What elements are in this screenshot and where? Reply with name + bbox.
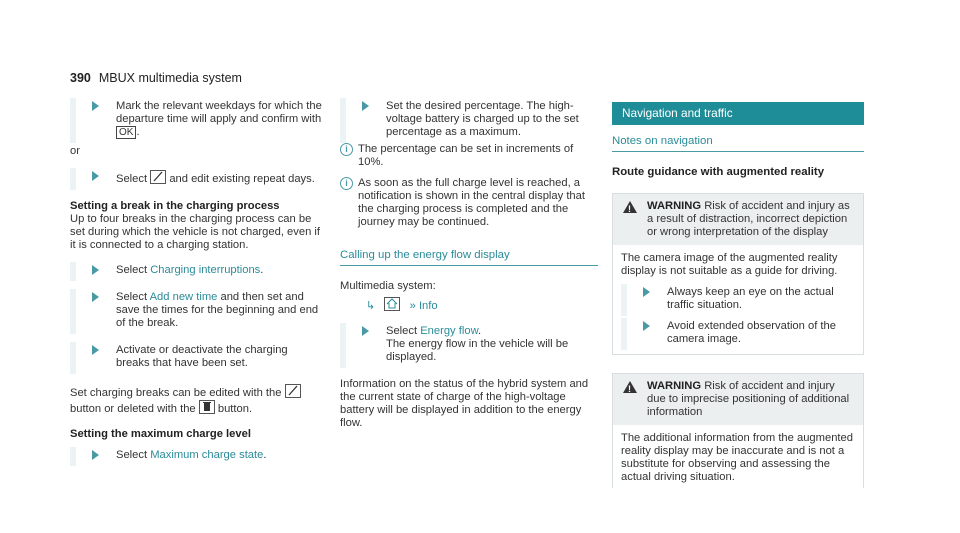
warning-box: ! WARNING Risk of accident and injury as a result of distraction, incorrect depiction or wrong interpretation of the display The camera image of the augmented reality display is not suitable as a guide for driving. Always keep an eye on the actual traffic situation. Avoid extended observation of the camera image. (612, 193, 864, 355)
subheading: Notes on navigation (612, 135, 864, 152)
instruction-step: Activate or deactivate the charging breaks that have been set. (70, 344, 322, 370)
arrow-right-icon (362, 326, 369, 336)
pencil-icon (285, 384, 301, 398)
info-note: i The percentage can be set in increments of 10%. (340, 143, 598, 169)
nav-info-link: Info (418, 300, 438, 312)
trash-icon (199, 400, 215, 414)
page-number: 390 (70, 71, 91, 85)
instruction-step: Select Energy flow. The energy flow in the vehicle will be displayed. (340, 325, 598, 364)
heading-route-guidance: Route guidance with augmented reality (612, 166, 825, 178)
pencil-icon (150, 170, 166, 184)
heading-break: Setting a break in the charging process (70, 200, 280, 212)
arrow-right-icon (643, 321, 650, 331)
instruction-step: Mark the relevant weekdays for which the departure time will apply and confirm with OK . (70, 100, 322, 139)
double-arrow-icon: » (409, 300, 416, 312)
chapter-banner: Navigation and traffic (612, 102, 864, 125)
nav-path (366, 297, 598, 313)
arrow-right-icon (92, 292, 99, 302)
instruction-step: Select Maximum charge state. (70, 449, 322, 462)
return-arrow-icon: ↳ (366, 300, 376, 312)
instruction-step: Select Add new time and then set and save the times for the beginning and end of the break. (70, 291, 322, 330)
instruction-step: Always keep an eye on the actual traffic situation. (621, 286, 855, 312)
arrow-right-icon (92, 450, 99, 460)
paragraph: Information on the status of the hybrid system and the current state of charge of the high-voltage battery will be displayed in addition to the energy flow. (340, 378, 589, 429)
warning-box: ! WARNING Risk of accident and injury due to imprecise positioning of additional information The additional information from the augmented reality display may be inaccurate and is not a substitute for observing and assessing the actual driving situation. (612, 373, 864, 488)
arrow-right-icon (92, 171, 99, 181)
instruction-step: Set the desired percentage. The high-voltage battery is charged up to the set percentage as a maximum. (340, 100, 598, 139)
arrow-right-icon (92, 101, 99, 111)
multimedia-label: Multimedia system: (340, 280, 436, 292)
column-middle (340, 100, 598, 442)
manual-title: MBUX multimedia system (98, 71, 242, 85)
column-right (612, 102, 864, 506)
arrow-right-icon (362, 101, 369, 111)
instruction-step: Select and edit existing repeat days. (70, 170, 322, 186)
menu-link-add-new-time: Add new time (149, 291, 218, 303)
menu-link-energy-flow: Energy flow (420, 325, 479, 337)
info-note: i As soon as the full charge level is reached, a notification is shown in the central display that the charging process is completed and the journey may be continued. (340, 177, 598, 229)
section-heading: Calling up the energy flow display (340, 249, 598, 266)
menu-link-charging-interruptions: Charging interruptions (150, 264, 261, 276)
menu-link-max-charge-state: Maximum charge state (150, 449, 264, 461)
paragraph: Set charging breaks can be edited with the button or deleted with the button. (70, 384, 322, 416)
arrow-right-icon (643, 287, 650, 297)
info-icon: i (340, 177, 353, 190)
ok-key: OK (116, 126, 136, 139)
paragraph: Up to four breaks in the charging process can be set during which the vehicle is not charged, even if it is connected to a charging station. (70, 213, 320, 251)
instruction-step: Avoid extended observation of the camera image. (621, 320, 855, 346)
arrow-right-icon (92, 265, 99, 275)
page-header (70, 71, 242, 85)
warning-icon (623, 381, 637, 393)
info-icon: i (340, 143, 353, 156)
home-icon (384, 297, 400, 311)
warning-icon (623, 201, 637, 213)
heading-max-charge: Setting the maximum charge level (70, 428, 251, 440)
column-left (70, 100, 322, 476)
or-text: or (70, 145, 80, 157)
arrow-right-icon (92, 345, 99, 355)
instruction-step: Select Charging interruptions. (70, 264, 322, 277)
